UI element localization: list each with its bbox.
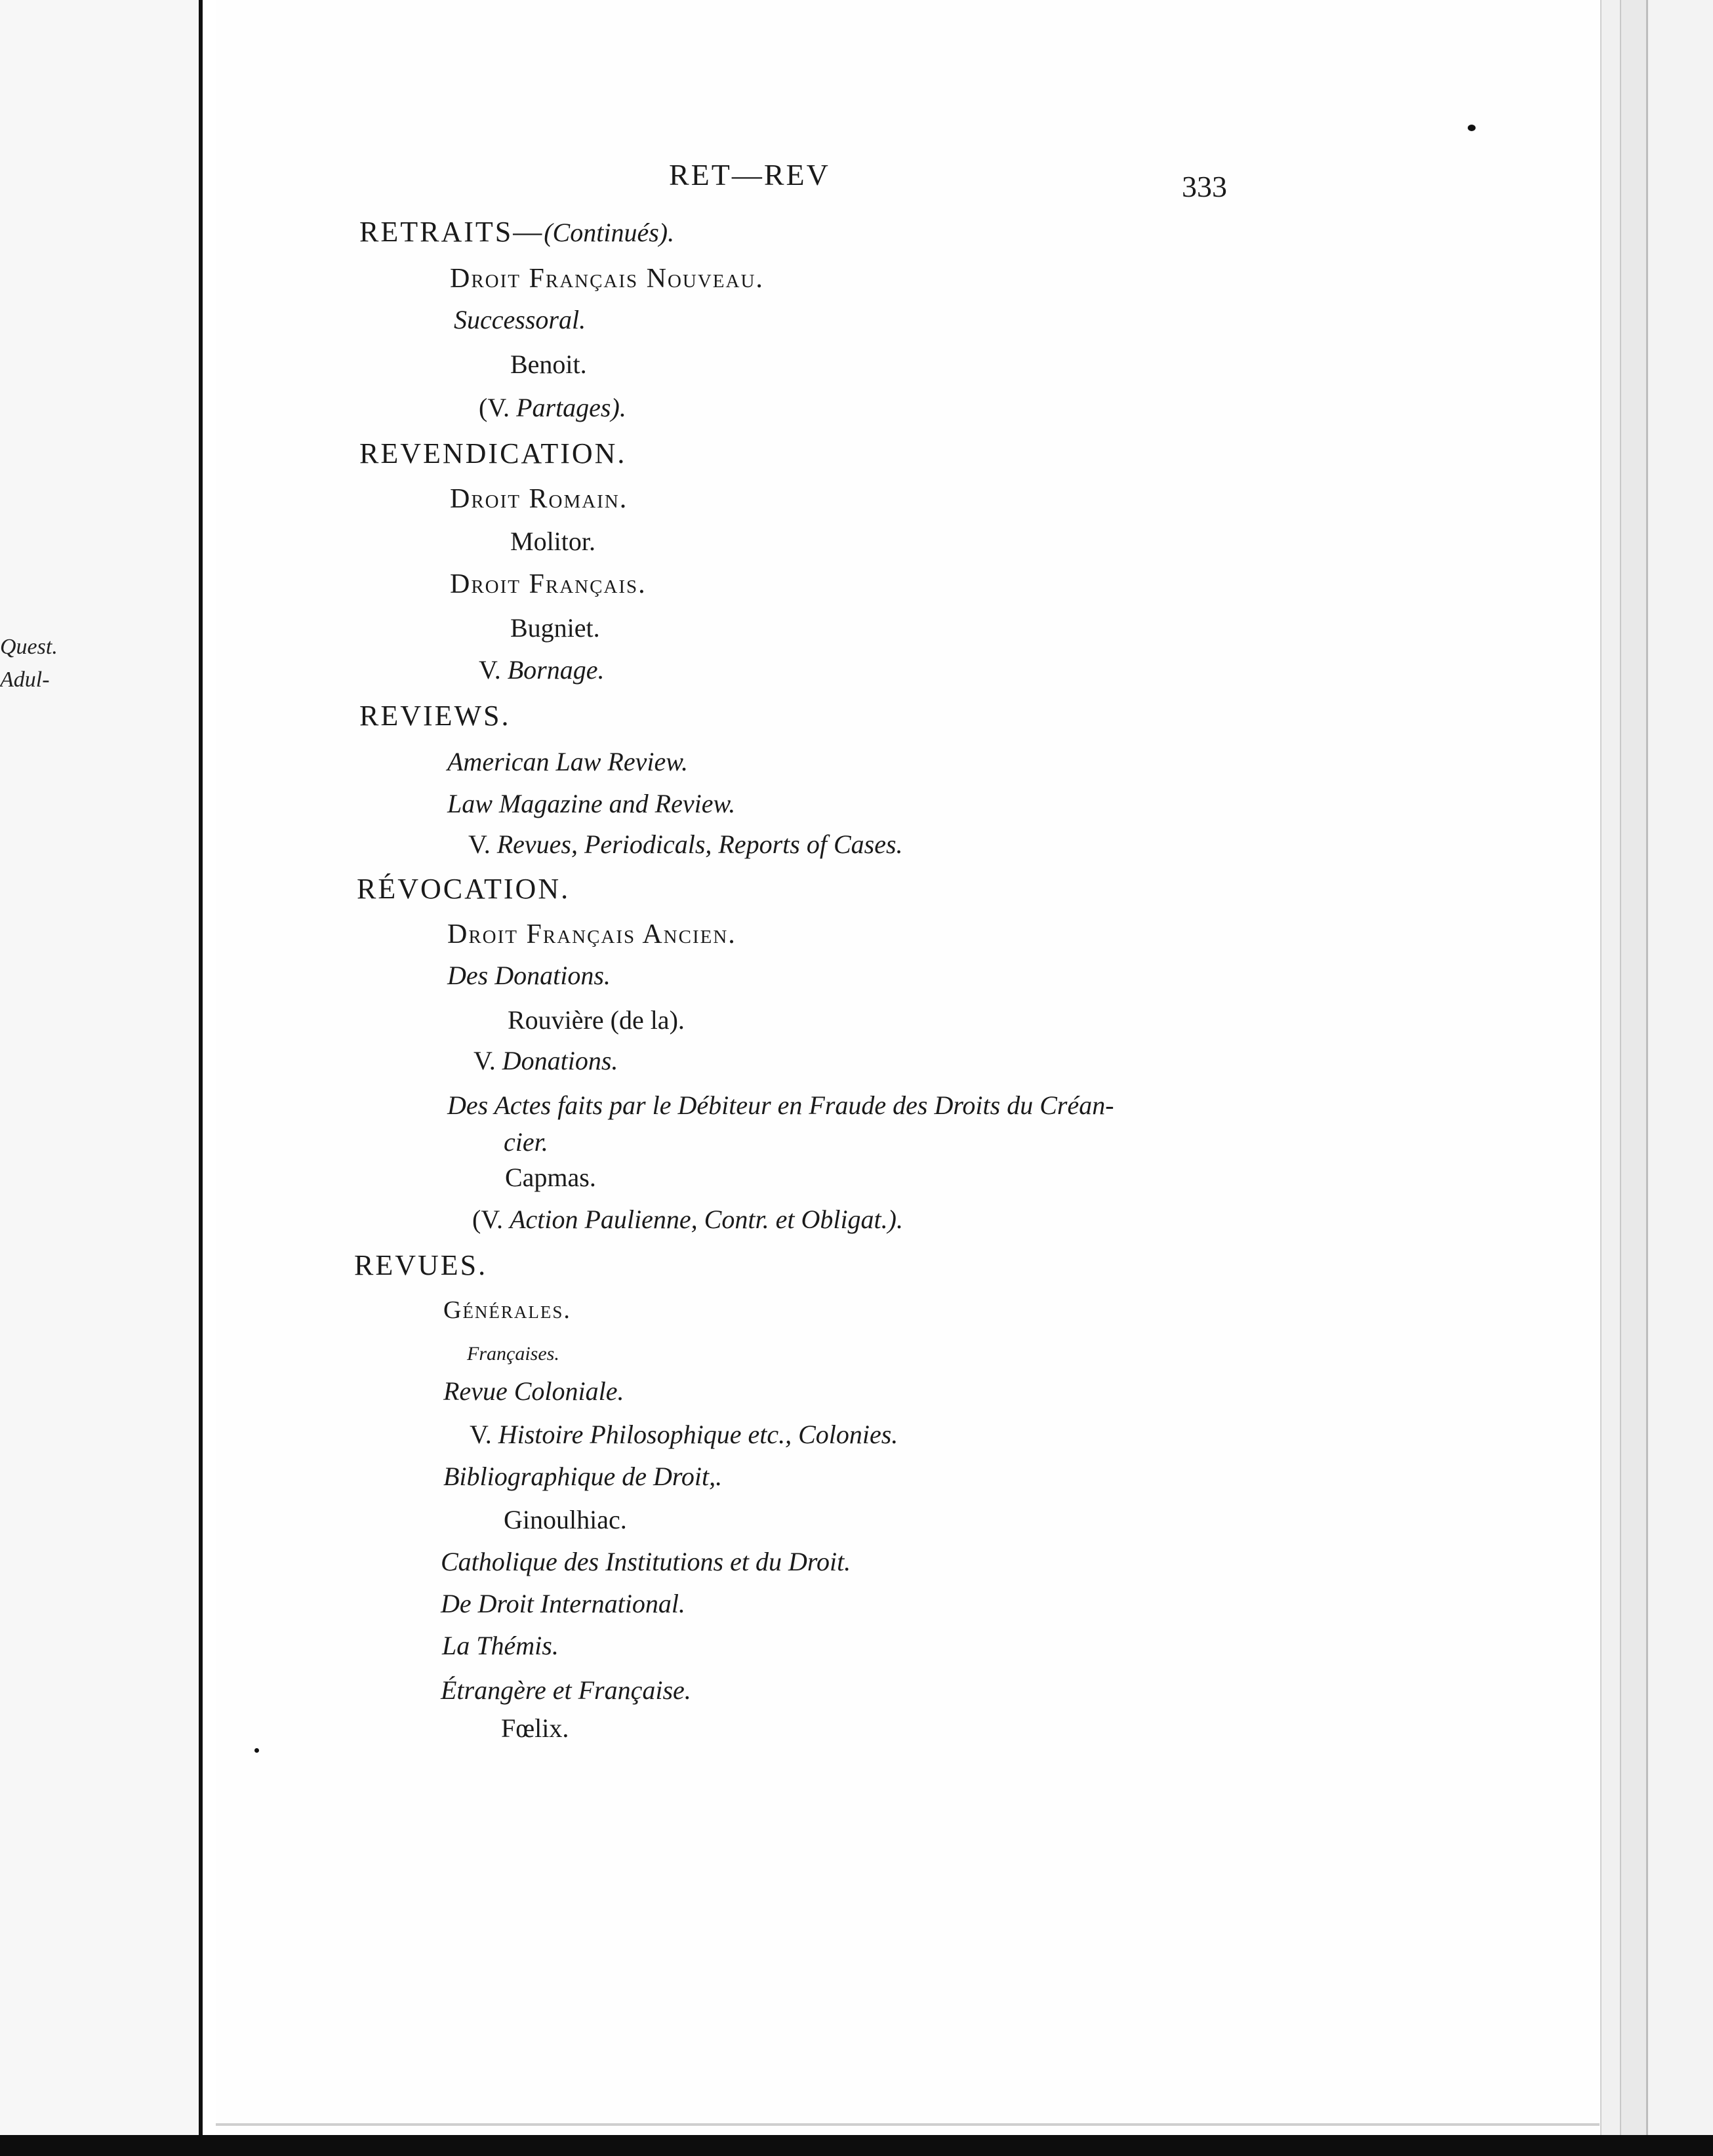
journal-title: Bibliographique de Droit,. — [443, 1462, 723, 1491]
author: Fœlix. — [501, 1713, 569, 1743]
cross-reference: (V. Partages). — [479, 393, 626, 422]
entry-heading: RÉVOCATION. — [357, 873, 571, 905]
subheading: Droit Français. — [450, 569, 647, 599]
subject-continuation: cier. — [504, 1127, 548, 1157]
subject: Des Donations. — [447, 961, 611, 990]
left-page-fragment: Adul- — [0, 668, 50, 692]
page-bottom-edge — [216, 2123, 1600, 2126]
journal-title: De Droit International. — [441, 1589, 685, 1618]
journal-title: Revue Coloniale. — [443, 1376, 624, 1406]
subheading: Droit Français Nouveau. — [450, 264, 764, 294]
journal-title: La Thémis. — [442, 1631, 559, 1660]
entry-heading: REVUES. — [354, 1249, 488, 1281]
author: Rouvière (de la). — [508, 1005, 685, 1035]
cross-reference: V. Donations. — [474, 1046, 618, 1075]
ink-speck — [254, 1748, 259, 1753]
subject: Successoral. — [454, 305, 586, 334]
page-edge — [1600, 0, 1621, 2156]
journal-title: Étrangère et Française. — [441, 1675, 691, 1705]
left-page — [0, 0, 203, 2156]
main-page — [216, 0, 1600, 2156]
page-edge — [1620, 0, 1647, 2156]
ink-speck — [1468, 125, 1476, 131]
entry-heading: REVENDICATION. — [359, 437, 627, 469]
entry-heading: RETRAITS—(Continués). — [359, 216, 675, 248]
journal-title: Law Magazine and Review. — [447, 789, 736, 818]
subject: Des Actes faits par le Débiteur en Fraude des Droits du Créan- — [447, 1090, 1114, 1120]
subheading: Droit Français Ancien. — [447, 919, 736, 949]
scan-border — [0, 2135, 1713, 2156]
entry-heading: REVIEWS. — [359, 700, 511, 732]
subheading: Générales. — [443, 1296, 571, 1324]
author: Ginoulhiac. — [504, 1505, 627, 1534]
subheading: Droit Romain. — [450, 484, 628, 514]
running-header: RET—REV — [669, 158, 830, 191]
page-edge — [1646, 0, 1713, 2156]
cross-reference: (V. Action Paulienne, Contr. et Obligat.). — [472, 1205, 903, 1234]
journal-title: American Law Review. — [447, 747, 688, 776]
author: Capmas. — [505, 1163, 596, 1192]
journal-title: Catholique des Institutions et du Droit. — [441, 1547, 851, 1576]
sub-subheading: Françaises. — [467, 1343, 559, 1365]
cross-reference: V. Histoire Philosophique etc., Colonies. — [470, 1420, 898, 1449]
page-number: 333 — [1182, 170, 1227, 203]
cross-reference: V. Revues, Periodicals, Reports of Cases. — [468, 829, 903, 859]
author: Molitor. — [510, 527, 596, 556]
author: Bugniet. — [510, 613, 600, 643]
author: Benoit. — [510, 349, 587, 379]
left-page-fragment: Quest. — [0, 635, 58, 659]
cross-reference: V. Bornage. — [479, 655, 605, 685]
